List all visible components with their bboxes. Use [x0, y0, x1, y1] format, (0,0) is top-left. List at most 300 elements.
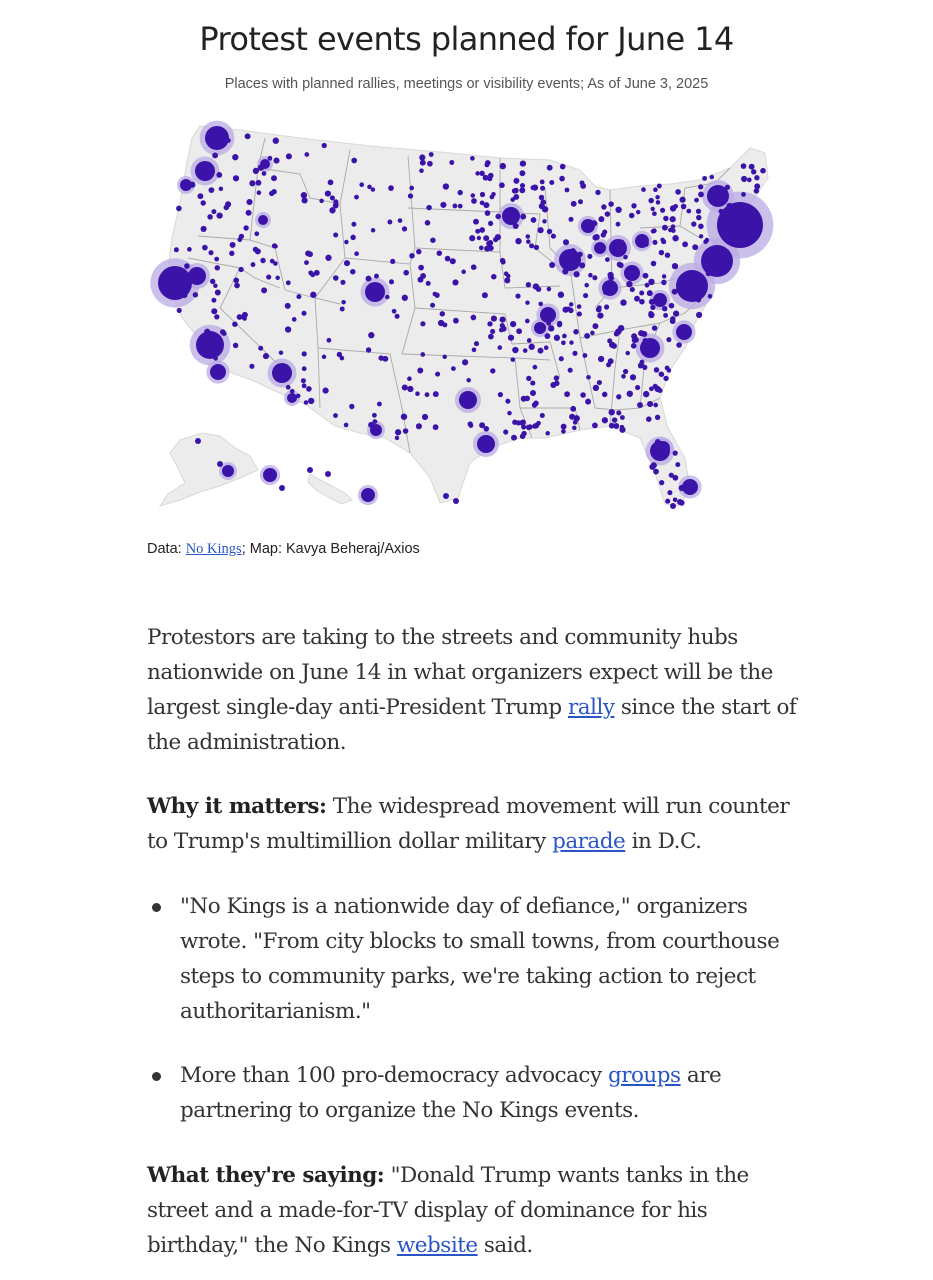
- event-marker: [195, 161, 215, 181]
- event-marker: [361, 488, 375, 502]
- event-marker: [562, 334, 567, 339]
- event-marker: [680, 197, 686, 203]
- event-marker: [563, 307, 569, 313]
- event-marker: [630, 287, 635, 292]
- event-marker: [219, 187, 224, 192]
- event-marker: [620, 299, 626, 305]
- event-marker: [513, 188, 519, 194]
- event-marker: [385, 295, 390, 300]
- event-marker: [458, 204, 463, 209]
- event-marker: [682, 241, 688, 247]
- event-marker: [673, 475, 679, 481]
- event-marker: [308, 270, 313, 275]
- event-marker: [402, 384, 408, 390]
- event-marker: [648, 279, 654, 285]
- event-marker: [519, 170, 525, 176]
- event-marker: [490, 368, 495, 373]
- event-marker: [673, 311, 679, 317]
- event-marker: [511, 357, 516, 362]
- event-marker: [654, 367, 660, 373]
- event-marker: [403, 428, 409, 434]
- event-marker: [681, 204, 687, 210]
- event-marker: [547, 165, 553, 171]
- event-marker: [233, 175, 239, 181]
- event-marker: [435, 372, 440, 377]
- event-marker: [741, 192, 746, 197]
- event-marker: [349, 404, 354, 409]
- event-marker: [401, 414, 407, 420]
- event-marker: [662, 274, 666, 278]
- event-marker: [672, 263, 678, 269]
- event-marker: [351, 222, 356, 227]
- event-marker: [371, 228, 376, 233]
- event-marker: [605, 257, 610, 262]
- event-marker: [671, 228, 675, 232]
- event-marker: [409, 253, 414, 258]
- event-marker: [643, 391, 649, 397]
- event-marker: [325, 191, 331, 197]
- event-marker: [222, 331, 227, 336]
- event-marker: [643, 273, 649, 279]
- event-marker: [525, 301, 529, 305]
- event-marker: [508, 335, 514, 341]
- event-marker: [350, 235, 355, 240]
- event-marker: [188, 267, 206, 285]
- no-kings-source-link[interactable]: No Kings: [185, 541, 242, 557]
- event-marker: [302, 366, 307, 371]
- event-marker: [340, 307, 345, 312]
- event-marker: [659, 480, 664, 485]
- event-marker: [705, 249, 711, 255]
- event-marker: [670, 216, 676, 222]
- event-marker: [266, 275, 271, 280]
- event-marker: [643, 338, 648, 343]
- event-marker: [216, 212, 222, 218]
- event-marker: [659, 250, 664, 255]
- event-marker: [719, 190, 724, 195]
- event-marker: [419, 168, 424, 173]
- event-marker: [249, 180, 255, 186]
- event-marker: [624, 265, 640, 281]
- event-marker: [645, 283, 650, 288]
- chart-title: Protest events planned for June 14: [199, 20, 734, 58]
- event-marker: [485, 160, 491, 166]
- event-marker: [388, 185, 394, 191]
- event-marker: [649, 299, 655, 305]
- event-marker: [443, 183, 449, 189]
- event-marker: [614, 331, 619, 336]
- event-marker: [279, 350, 283, 354]
- event-marker: [538, 227, 544, 233]
- event-marker: [662, 225, 668, 231]
- event-marker: [301, 311, 306, 316]
- event-marker: [696, 297, 701, 302]
- event-marker: [539, 195, 544, 200]
- event-marker: [430, 237, 435, 242]
- event-marker: [673, 204, 678, 209]
- event-marker: [648, 311, 653, 316]
- event-marker: [390, 259, 395, 264]
- event-marker: [644, 242, 649, 247]
- event-marker: [304, 400, 308, 404]
- event-marker: [521, 431, 526, 436]
- event-marker: [702, 176, 707, 181]
- event-marker: [560, 164, 566, 170]
- event-marker: [389, 279, 394, 284]
- event-marker: [677, 499, 683, 505]
- event-marker: [698, 224, 704, 230]
- event-marker: [479, 422, 485, 428]
- event-marker: [526, 282, 531, 287]
- event-marker: [260, 258, 265, 263]
- event-marker: [425, 392, 430, 397]
- event-marker: [673, 497, 678, 502]
- event-marker: [301, 192, 307, 198]
- event-marker: [210, 279, 215, 284]
- event-marker: [698, 184, 703, 189]
- event-marker: [573, 271, 579, 277]
- event-marker: [409, 186, 414, 191]
- event-marker: [474, 341, 479, 346]
- event-marker: [451, 366, 456, 371]
- event-marker: [307, 251, 313, 257]
- event-marker: [703, 240, 708, 245]
- event-marker: [285, 326, 291, 332]
- event-marker: [483, 202, 489, 208]
- event-marker: [285, 303, 291, 309]
- event-marker: [634, 296, 640, 302]
- event-marker: [488, 334, 494, 340]
- event-marker: [238, 267, 243, 272]
- event-marker: [588, 273, 593, 278]
- event-marker: [580, 180, 585, 185]
- event-marker: [583, 293, 588, 298]
- event-marker: [717, 202, 763, 248]
- event-marker: [193, 292, 198, 297]
- event-marker: [532, 423, 537, 428]
- event-marker: [596, 307, 602, 313]
- event-marker: [623, 255, 628, 260]
- event-marker: [230, 242, 236, 248]
- event-marker: [242, 316, 247, 321]
- event-marker: [706, 270, 712, 276]
- event-marker: [616, 410, 621, 415]
- event-marker: [533, 283, 539, 289]
- event-marker: [500, 317, 506, 323]
- event-marker: [573, 420, 578, 425]
- bullet-marker: [152, 903, 161, 912]
- event-marker: [216, 172, 222, 178]
- event-marker: [631, 333, 637, 339]
- event-marker: [452, 203, 457, 208]
- event-marker: [635, 385, 640, 390]
- event-marker: [616, 394, 621, 399]
- event-marker: [651, 261, 657, 267]
- event-marker: [440, 202, 446, 208]
- event-marker: [623, 369, 628, 374]
- event-marker: [547, 229, 552, 234]
- website-link[interactable]: website: [396, 1233, 478, 1258]
- event-marker: [371, 187, 375, 191]
- event-marker: [526, 234, 531, 239]
- event-marker: [501, 326, 507, 332]
- event-marker: [631, 343, 637, 349]
- event-marker: [201, 200, 206, 205]
- event-marker: [261, 287, 267, 293]
- event-marker: [655, 415, 660, 420]
- why-it-matters-label: Why it matters:: [147, 794, 327, 819]
- event-marker: [398, 218, 403, 223]
- event-marker: [249, 364, 254, 369]
- event-marker: [322, 143, 327, 148]
- event-marker: [407, 386, 413, 392]
- event-marker: [586, 375, 591, 380]
- event-marker: [760, 168, 766, 174]
- event-marker: [675, 462, 680, 467]
- event-marker: [513, 223, 519, 229]
- event-marker: [433, 424, 439, 430]
- event-marker: [214, 257, 219, 262]
- event-marker: [615, 207, 621, 213]
- event-marker: [609, 423, 615, 429]
- event-marker: [302, 351, 307, 356]
- event-marker: [515, 294, 520, 299]
- event-marker: [602, 392, 608, 398]
- event-marker: [747, 178, 752, 183]
- event-marker: [419, 154, 425, 160]
- event-marker: [713, 193, 717, 197]
- event-marker: [726, 203, 732, 209]
- event-marker: [656, 200, 661, 205]
- event-marker: [426, 205, 432, 211]
- event-marker: [524, 396, 530, 402]
- event-marker: [741, 176, 747, 182]
- event-marker: [176, 206, 182, 212]
- event-marker: [502, 207, 520, 225]
- bullet-groups: [180, 1058, 800, 1128]
- event-marker: [675, 189, 681, 195]
- event-marker: [582, 353, 587, 358]
- event-marker: [561, 429, 566, 434]
- event-marker: [418, 265, 424, 271]
- event-marker: [652, 325, 657, 330]
- event-marker: [683, 328, 688, 333]
- event-marker: [692, 294, 697, 299]
- event-marker: [551, 234, 556, 239]
- event-marker: [557, 321, 562, 326]
- event-marker: [639, 299, 645, 305]
- event-marker: [344, 423, 349, 428]
- event-marker: [533, 365, 538, 370]
- event-marker: [663, 376, 668, 381]
- event-marker: [507, 411, 512, 416]
- event-marker: [243, 225, 248, 230]
- event-marker: [621, 374, 626, 379]
- paragraph-intro: [147, 620, 807, 760]
- event-marker: [679, 485, 685, 491]
- event-marker: [482, 292, 488, 298]
- event-marker: [471, 198, 477, 204]
- event-marker: [718, 222, 723, 227]
- event-marker: [677, 330, 683, 336]
- event-marker: [500, 163, 506, 169]
- event-marker: [532, 402, 537, 407]
- event-marker: [531, 217, 537, 223]
- event-marker: [286, 385, 291, 390]
- event-marker: [573, 329, 579, 335]
- event-marker: [597, 312, 603, 318]
- event-marker: [402, 295, 408, 301]
- event-marker: [263, 468, 277, 482]
- event-marker: [663, 313, 668, 318]
- event-marker: [512, 347, 518, 353]
- event-marker: [511, 435, 517, 441]
- p2-end: in D.C.: [625, 829, 702, 854]
- paragraph-what-theyre-saying: [147, 1158, 807, 1263]
- event-marker: [258, 346, 263, 351]
- event-marker: [473, 219, 479, 225]
- event-marker: [450, 258, 456, 264]
- event-marker: [292, 317, 297, 322]
- event-marker: [598, 356, 604, 362]
- event-marker: [601, 232, 606, 237]
- event-marker: [667, 368, 672, 373]
- event-marker: [368, 422, 374, 428]
- event-marker: [534, 245, 539, 250]
- event-marker: [699, 234, 703, 238]
- event-marker: [545, 431, 550, 436]
- event-marker: [306, 386, 312, 392]
- event-marker: [569, 414, 575, 420]
- event-marker: [607, 272, 613, 278]
- event-marker: [415, 391, 420, 396]
- event-marker: [641, 187, 646, 192]
- event-marker: [498, 392, 503, 397]
- event-marker: [504, 277, 510, 283]
- event-marker: [486, 241, 491, 246]
- event-marker: [327, 338, 332, 343]
- event-marker: [430, 303, 435, 308]
- event-marker: [197, 193, 203, 199]
- event-marker: [354, 195, 359, 200]
- event-marker: [527, 338, 532, 343]
- event-marker: [477, 236, 481, 240]
- rally-link[interactable]: rally: [568, 695, 615, 720]
- event-marker: [490, 195, 495, 200]
- event-marker: [498, 345, 503, 350]
- event-marker: [202, 245, 208, 251]
- event-marker: [272, 363, 292, 383]
- event-marker: [506, 274, 510, 278]
- event-marker: [290, 389, 295, 394]
- event-marker: [590, 331, 595, 336]
- event-marker: [442, 355, 447, 360]
- event-marker: [296, 394, 301, 399]
- event-marker: [629, 213, 635, 219]
- event-marker: [377, 402, 382, 407]
- event-marker: [546, 321, 551, 326]
- credit-prefix: Data:: [147, 541, 186, 557]
- event-marker: [665, 499, 670, 504]
- event-marker: [721, 215, 726, 220]
- event-marker: [520, 160, 526, 166]
- event-marker: [513, 178, 519, 184]
- event-marker: [569, 302, 573, 306]
- event-marker: [540, 180, 545, 185]
- event-marker: [402, 226, 407, 231]
- event-marker: [559, 356, 564, 361]
- event-marker: [232, 321, 238, 327]
- event-marker: [558, 292, 564, 298]
- event-marker: [258, 215, 268, 225]
- event-marker: [694, 198, 699, 203]
- event-marker: [698, 191, 704, 197]
- event-marker: [333, 203, 339, 209]
- event-marker: [217, 461, 223, 467]
- event-marker: [195, 438, 201, 444]
- event-marker: [254, 231, 259, 236]
- event-marker: [526, 239, 531, 244]
- event-marker: [392, 309, 397, 314]
- event-marker: [672, 235, 678, 241]
- event-marker: [184, 263, 190, 269]
- event-marker: [554, 375, 559, 380]
- p1-end: since the start of the administration.: [147, 695, 797, 755]
- event-marker: [245, 133, 251, 139]
- event-marker: [374, 274, 379, 279]
- event-marker: [211, 308, 217, 314]
- event-marker: [653, 452, 659, 458]
- event-marker: [696, 215, 701, 220]
- event-marker: [657, 184, 662, 189]
- event-marker: [426, 281, 431, 286]
- event-marker: [649, 464, 655, 470]
- event-marker: [663, 216, 668, 221]
- event-marker: [531, 185, 536, 190]
- event-marker: [246, 199, 252, 205]
- event-marker: [471, 315, 477, 321]
- event-marker: [554, 335, 560, 341]
- event-marker: [333, 232, 338, 237]
- event-marker: [286, 280, 291, 285]
- event-marker: [304, 152, 309, 157]
- event-marker: [505, 399, 510, 404]
- event-marker: [691, 283, 697, 289]
- event-marker: [754, 175, 759, 180]
- event-marker: [751, 169, 756, 174]
- parade-link[interactable]: parade: [552, 829, 626, 854]
- event-marker: [708, 294, 713, 299]
- event-marker: [696, 312, 702, 318]
- event-marker: [718, 193, 724, 199]
- credit-suffix: ; Map: Kavya Beheraj/Axios: [241, 541, 420, 557]
- event-marker: [420, 352, 425, 357]
- event-marker: [443, 493, 449, 499]
- event-marker: [453, 498, 459, 504]
- event-marker: [233, 343, 238, 348]
- event-marker: [571, 201, 577, 207]
- event-marker: [540, 307, 556, 323]
- event-marker: [570, 248, 576, 254]
- event-marker: [648, 198, 654, 204]
- event-marker: [670, 503, 676, 509]
- event-marker: [550, 382, 556, 388]
- groups-link[interactable]: groups: [607, 1063, 681, 1088]
- us-protest-map: [140, 108, 790, 518]
- event-marker: [354, 251, 359, 256]
- event-marker: [468, 421, 473, 426]
- p3-text: "Donald Trump wants tanks in the street and a made-for-TV display of dominance for his birthday," the No Kings: [147, 1163, 749, 1258]
